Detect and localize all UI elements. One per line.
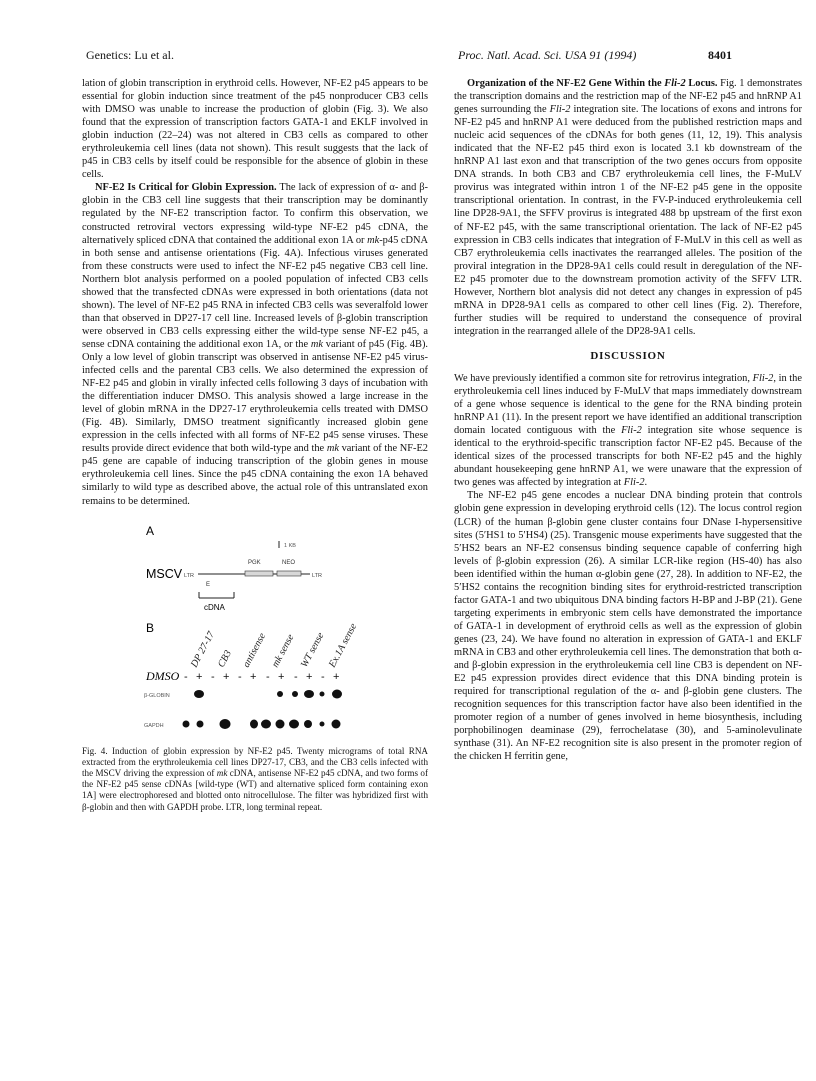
gapdh-probe-label: GAPDH xyxy=(144,722,164,729)
dmso-sign: + xyxy=(250,670,257,683)
dmso-sign: + xyxy=(333,670,340,683)
dmso-sign: - xyxy=(266,670,270,683)
lane-label-antisense: antisense xyxy=(240,630,269,669)
dmso-sign: - xyxy=(184,670,188,683)
globin-bands xyxy=(194,689,342,698)
paragraph-nf-e2-critical: NF-E2 Is Critical for Globin Expression. The lack of expression of α- and β-globin in the CB3 cell line suggests that their transcription may be dominantly regulated by the NF-E2 transcription factor. To confirm this observation, we constructed retroviral vectors expressing wild-type NF-E2 p45 cDNA, the alternatively spliced cDNA that contained the additional exon 1A or mk-p45 cDNA in both sense and antisense orientations (Fig. 4A). Infectious viruses generated from these constructs were used to infect the NF-E2 p45 negative CB3 cell line. Northern blot analysis performed on a pooled population of infected CB3 cells showed that the transfected cDNAs were expressed in both orientations (data not shown). The level of NF-E2 p45 RNA in infected CB3 cells was severalfold lower than that observed in DP27-17 cell line. Increased levels of β-globin transcription were observed in CB3 cells expressing either the wild-type sense NF-E2 p45, a sense cDNA containing the additional exon 1A, or the mk variant of p45 (Fig. 4B). Only a low level of globin transcript was observed in antisense NF-E2 p45 virus-infected cells and the parental CB3 cells. We also determined the expression of NF-E2 p45 and globin in virally infected cells following 3 days of incubation with the differentiation inducer DMSO. This analysis showed a large increase in the level of globin mRNA in the DP27-17 erythroleukemia cells treated with DMSO (Fig. 4B). Similarly, DMSO treatment significantly increased globin gene expression in the cells infected with all forms of NF-E2 p45 sense viruses. These results provide direct evidence that both wild-type and the mk variant of the NF-E2 p45 gene are capable of inducing transcription of the globin genes in mouse erythroleukemia cell lines. Since the p45 cDNA containing the exon 1A behaved similarly to wild type as described above, the actual role of this untranslated exon remains to be determined. xyxy=(82,182,429,507)
ltr-right-label: LTR xyxy=(312,572,322,579)
pgk-label: PGK xyxy=(248,559,261,566)
gapdh-band xyxy=(289,719,299,728)
neo-label: NEO xyxy=(282,559,296,566)
lane-label-cb3: CB3 xyxy=(215,648,234,669)
gapdh-band xyxy=(220,719,231,729)
globin-band xyxy=(194,690,204,698)
lane-label-dp27-17: DP 27-17 xyxy=(188,629,217,669)
figure-4-graphic xyxy=(82,522,428,742)
gapdh-band xyxy=(304,720,312,728)
globin-band xyxy=(332,689,342,698)
mscv-label: MSCV xyxy=(146,566,183,581)
figure-4 xyxy=(82,522,428,742)
gapdh-band xyxy=(261,719,271,728)
running-head xyxy=(86,48,732,66)
globin-band xyxy=(320,691,325,696)
right-column xyxy=(454,77,802,763)
dmso-sign: + xyxy=(196,670,203,683)
panel-a-label: A xyxy=(146,523,155,538)
figure-4-caption: Fig. 4. Induction of globin expression by NF-E2 p45. Twenty micrograms of total RNA extracted from the erythroleukemia cell lines DP27-17, CB3, and the CB3 cells infected with the MSCV driving the expression of mk cDNA, antisense NF-E2 p45 cDNA, and two forms of the NF-E2 p45 sense cDNAs [wild-type (WT) and alternative spliced form containing exon 1A] were electrophoresed and blotted onto nitrocellulose. The filter was hybridized first with β-globin and then with GAPDH probe. LTR, long terminal repeat. xyxy=(82,745,428,812)
neo-block xyxy=(277,571,301,576)
running-head-authors: Genetics: Lu et al. xyxy=(86,48,174,62)
paragraph-discussion-2: The NF-E2 p45 gene encodes a nuclear DNA binding protein that controls globin gene expression in developing erythroid cells (12). The locus control region (LCR) of the human β-globin gene cluster contains four DNase I-hypersensitive sites (5′HS1 to 5′HS4) (25). Transgenic mouse experiments have suggested that the 5′HS2 bears an NF-E2 consensus binding sequence capable of conferring high levels of β-globin expression (26). A similar LCR-like region (HS-40) has also been identified within the human α-globin gene (27, 28). In addition to NF-E2, the 5′HS2 contains the recognition binding sites for erythroid-restricted transcription factor GATA-1 and two ubiquitous DNA binding factors H-BP and J-BP (21). Gene targeting experiments in embryonic stem cells have demonstrated the importance of GATA-1 in development of erythroid cells as well as the expression of globin genes (23, 24). We have found no alteration in expression of GATA-1 and EKLF mRNA in CB3 and other erythroleukemia cell lines. The demonstration that both α- and β-globin expression in the erythroleukemia cell line CB3 is dependent on NF-E2 p45 expression provides direct evidence that this DNA binding protein is required for transcriptional regulation of the α- and β-globin gene clusters. The recognition sequences for this transcription factor have also been identified in the promoter region of a number of genes involved in heme biosynthesis, including porphobilinogen deaminase (29), ferrochelatase (30), and 5-aminolevulinate synthase (31). An NF-E2 recognition site is also present in the promoter region of the chicken H ferritin gene, xyxy=(454,490,802,763)
cdna-label: cDNA xyxy=(204,602,225,612)
globin-band xyxy=(292,691,298,697)
pgk-block xyxy=(245,571,273,576)
lane-label-mk-sense: mk sense xyxy=(269,632,297,669)
gapdh-band xyxy=(250,719,258,728)
page-number: 8401 xyxy=(708,48,732,62)
discussion-heading: DISCUSSION xyxy=(590,349,666,362)
dmso-treatment-signs xyxy=(184,671,339,683)
dmso-sign: - xyxy=(321,670,325,683)
ltr-left-label: LTR xyxy=(184,572,194,579)
globin-probe-label: β-GLOBIN xyxy=(144,692,170,699)
running-head-journal: Proc. Natl. Acad. Sci. USA 91 (1994) xyxy=(458,48,637,62)
dmso-sign: + xyxy=(306,670,313,683)
scale-bar-label: 1 KB xyxy=(284,542,296,549)
dmso-sign: + xyxy=(278,670,285,683)
gapdh-band xyxy=(183,720,190,727)
paragraph-discussion-1: We have previously identified a common site for retrovirus integration, Fli-2, in the erythroleukemia cell lines induced by F-MuLV that maps immediately downstream of a gene whose sequence is identical to the gene for the RNA binding protein hnRNP A1 (11). In the present report we have identified an additional transcription domain located contiguous with the Fli-2 integration site whose sequence is identical to the erythroid-specific transcription factor NF-E2 p45. Because of the identical sizes of the processed transcripts for both NF-E2 p45 and the highly abundant housekeeping gene hnRNP A1, we were unaware that the expression of two genes was affected by integration at Fli-2. xyxy=(454,372,802,489)
dmso-sign: + xyxy=(223,670,230,683)
paragraph-gene-organization: Organization of the NF-E2 Gene Within the Fli-2 Locus. Fig. 1 demonstrates the transcription domains and the restriction map of the NF-E2 p45 and hnRNP A1 genes surrounding the Fli-2 integration site. The locations of exons and introns for NF-E2 p45 and hnRNP A1 were deduced from the published restriction maps and nucleic acid sequences of the cDNAs for both genes (11, 12, 19). This analysis indicated that the NF-E2 p45 third exon is located 3.1 kb downstream of the hnRNP A1 last exon and that transcription of the two genes occurs from opposite DNA strands. In both CB3 and CB7 erythroleukemia cell lines, the F-MuLV provirus was integrated within intron 1 of the NF-E2 p45 gene in the opposite transcriptional orientation. In contrast, in the FV-P-induced erythroleukemia cell line DP28-9A1, the SFFV provirus is integrated 488 bp upstream of the first exon of NF-E2 p45, with the same transcriptional orientation. The lack of NF-E2 p45 expression in CB3 cells indicates that integration of F-MuLV in this cell as well as CB7 erythroleukemia cells inactivates the rearranged alleles. The position of the proviral integration in the DP28-9A1 cells could result in deregulation of the NF-E2 p45 promoter due to the downstream promotion activity of the SFFV LTR. However, Northern blot analysis did not detect any changes in expression of p45 mRNA in DP28-9A1 cells as compared to other cell lines (Fig. 2). Therefore, further studies will be required to understand the consequence of proviral integration in the rearranged allele of the DP28-9A1 cells. xyxy=(454,78,802,337)
e-label: E xyxy=(206,581,211,588)
gapdh-band xyxy=(276,719,285,728)
lane-labels xyxy=(188,621,359,670)
dmso-sign: - xyxy=(238,670,242,683)
globin-band xyxy=(277,691,283,697)
section-run-in-heading: NF-E2 Is Critical for Globin Expression. xyxy=(95,182,277,194)
paragraph-continuation: lation of globin transcription in erythroid cells. However, NF-E2 p45 appears to be essential for globin induction since treatment of the p45 nonproducer CB3 cells with DMSO was unable to increase the production of globin (Fig. 3). We also found that the expression of transcription factors GATA-1 and EKLF involved in globin induction (22–24) was not altered in CB3 cells as compared to other erythroleukemia cell lines (data not shown). This result suggests that the lack of p45 in CB3 cells by itself could be responsible for the absence of globin in these cells. xyxy=(82,78,428,181)
globin-band xyxy=(304,690,314,698)
section-run-in-heading: Organization of the NF-E2 Gene Within the Fli-2 Locus. xyxy=(467,78,718,89)
gapdh-band xyxy=(332,719,341,728)
caption-label: Fig. 4. xyxy=(82,745,108,756)
gapdh-band xyxy=(320,721,325,726)
gapdh-band xyxy=(197,720,204,727)
gapdh-bands xyxy=(183,719,341,729)
panel-b-label: B xyxy=(146,620,155,635)
lane-label-ex1a-sense: Ex.1A sense xyxy=(326,621,360,669)
left-column xyxy=(82,77,428,813)
dmso-label: DMSO xyxy=(146,668,180,683)
lane-label-wt-sense: WT sense xyxy=(298,630,327,669)
dmso-sign: - xyxy=(294,670,298,683)
dmso-sign: - xyxy=(211,670,215,683)
